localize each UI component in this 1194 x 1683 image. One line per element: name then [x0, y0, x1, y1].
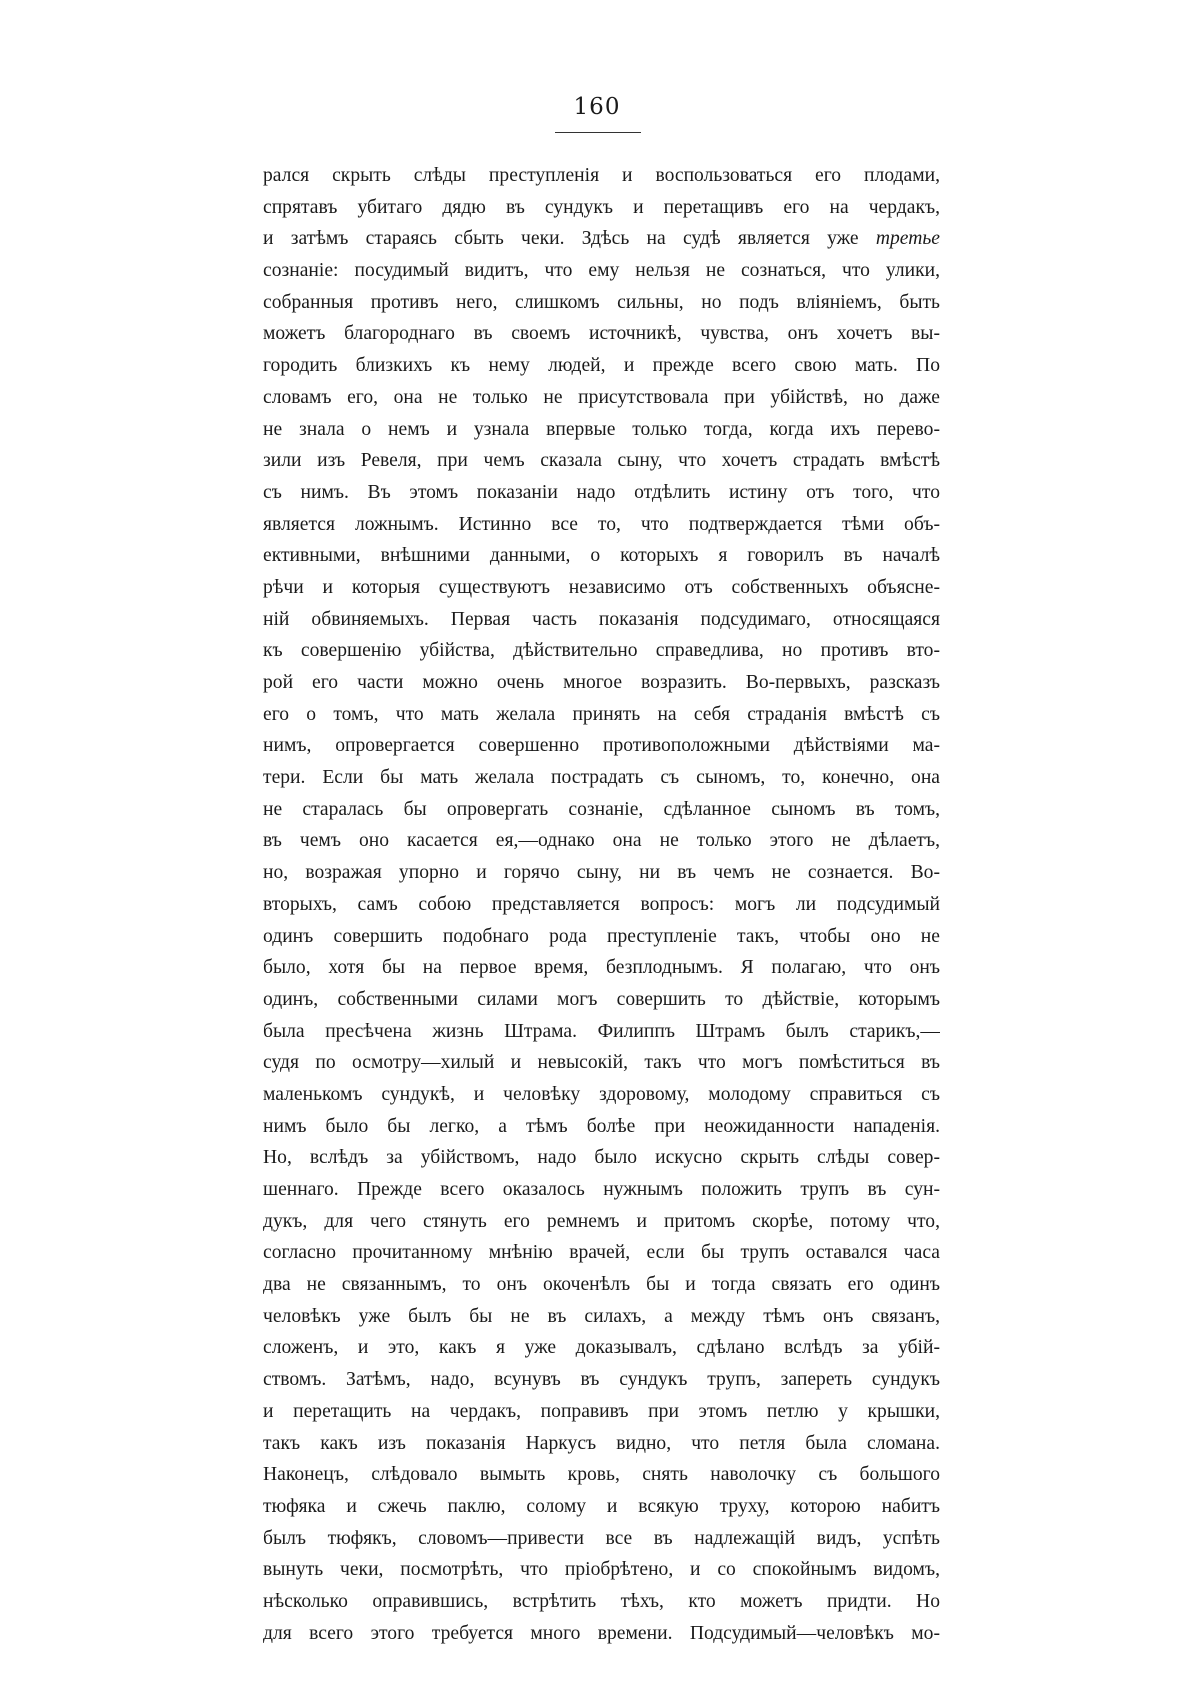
text-line: къ совершенію убійства, дѣйствительно справедлива, но противъ вто- [263, 640, 940, 662]
text-line: согласно прочитанному мнѣнію врачей, если бы трупъ оставался часа [263, 1242, 940, 1264]
text-line: такъ какъ изъ показанія Наркусъ видно, что петля была сломана. [263, 1432, 940, 1454]
page-number: 160 [573, 94, 621, 120]
text-line: словамъ его, она не только не присутствовала при убійствѣ, но даже [263, 386, 940, 408]
text-line: одинъ совершить подобнаго рода преступленіе такъ, чтобы оно не [263, 925, 940, 947]
text-line: рой его части можно очень многое возразить. Во-первыхъ, разсказъ [263, 672, 940, 693]
text-line: былъ тюфякъ, словомъ—привести все въ надлежащій видъ, успѣть [263, 1527, 940, 1549]
text-line: вынуть чеки, посмотрѣть, что пріобрѣтено, и со спокойнымъ видомъ, [263, 1559, 940, 1581]
text-line: нимъ было бы легко, а тѣмъ болѣе при неожиданности нападенія. [263, 1115, 940, 1137]
text-line: человѣкъ уже былъ бы не въ силахъ, а между тѣмъ онъ связанъ, [263, 1305, 940, 1327]
text-line: съ нимъ. Въ этомъ показаніи надо отдѣлить истину отъ того, что [263, 481, 940, 503]
text-line: ній обвиняемыхъ. Первая часть показанія подсудимаго, относящаяся [263, 608, 940, 630]
text-line: дукъ, для чего стянуть его ремнемъ и притомъ скорѣе, потому что, [263, 1210, 940, 1232]
text-line: вторыхъ, самъ собою представляется вопросъ: могъ ли подсудимый [263, 893, 940, 915]
text-line: шеннаго. Прежде всего оказалось нужнымъ положить трупъ въ сун- [263, 1179, 940, 1200]
text-line: нимъ, опровергается совершенно противоположными дѣйствіями ма- [263, 735, 940, 757]
text-line: не знала о немъ и узнала впервые только тогда, когда ихъ перево- [263, 418, 940, 440]
page-number-rule [555, 132, 641, 133]
text-line: судя по осмотру—хилый и невысокій, такъ что могъ помѣститься въ [263, 1052, 940, 1074]
text-line: и затѣмъ стараясь сбыть чеки. Здѣсь на судѣ является уже третье [263, 228, 940, 250]
text-line: Но, вслѣдъ за убійствомъ, надо было искусно скрыть слѣды совер- [263, 1147, 940, 1169]
text-line: была пресѣчена жизнь Штрама. Филиппъ Штрамъ былъ старикъ,— [263, 1020, 940, 1042]
text-line: сознаніе: посудимый видитъ, что ему нельзя не сознаться, что улики, [263, 260, 940, 282]
text-line: два не связаннымъ, то онъ окоченѣлъ бы и тогда связать его одинъ [263, 1274, 940, 1296]
text-line: нѣсколько оправившись, встрѣтить тѣхъ, кто можетъ придти. Но [263, 1590, 940, 1612]
text-line: въ чемъ оно касается ея,—однако она не только этого не дѣлаетъ, [263, 830, 940, 852]
text-line: и перетащить на чердакъ, поправивъ при этомъ петлю у крышки, [263, 1400, 940, 1422]
text-line: рался скрыть слѣды преступленія и воспользоваться его плодами, [263, 165, 940, 186]
text-line: не старалась бы опровергать сознаніе, сдѣланное сыномъ въ томъ, [263, 798, 940, 820]
text-line: тюфяка и сжечь паклю, солому и всякую труху, которою набитъ [263, 1495, 940, 1517]
text-line: сложенъ, и это, какъ я уже доказывалъ, сдѣлано вслѣдъ за убій- [263, 1337, 940, 1359]
text-line: рѣчи и которыя существуютъ независимо отъ собственныхъ объясне- [263, 576, 940, 598]
text-line: маленькомъ сундукѣ, и человѣку здоровому, молодому справиться съ [263, 1083, 940, 1105]
text-line: ствомъ. Затѣмъ, надо, всунувъ въ сундукъ трупъ, запереть сундукъ [263, 1369, 940, 1391]
text-line: городить близкихъ къ нему людей, и прежде всего свою мать. По [263, 355, 940, 377]
text-line: спрятавъ убитаго дядю въ сундукъ и перетащивъ его на чердакъ, [263, 196, 940, 218]
text-line: можетъ благороднаго въ своемъ источникѣ, чувства, онъ хочетъ вы- [263, 323, 940, 345]
text-line: было, хотя бы на первое время, безплоднымъ. Я полагаю, что онъ [263, 957, 940, 979]
text-line: является ложнымъ. Истинно все то, что подтверждается тѣми объ- [263, 513, 940, 535]
text-line: его о томъ, что мать желала принять на себя страданія вмѣстѣ съ [263, 703, 940, 725]
text-line: тери. Если бы мать желала пострадать съ сыномъ, то, конечно, она [263, 767, 940, 789]
text-line: одинъ, собственными силами могъ совершить то дѣйствіе, которымъ [263, 988, 940, 1010]
text-line: но, возражая упорно и горячо сыну, ни въ чемъ не сознается. Во- [263, 862, 940, 884]
text-line: ективными, внѣшними данными, о которыхъ я говорилъ въ началѣ [263, 545, 940, 567]
body-text [263, 160, 940, 1649]
text-line: собранныя противъ него, слишкомъ сильны, но подъ вліяніемъ, быть [263, 291, 940, 313]
text-line: для всего этого требуется много времени. Подсудимый—человѣкъ мо- [263, 1622, 940, 1644]
text-line: зили изъ Ревеля, при чемъ сказала сыну, что хочетъ страдать вмѣстѣ [263, 450, 940, 472]
text-line: Наконецъ, слѣдовало вымыть кровь, снять наволочку съ большого [263, 1464, 940, 1486]
